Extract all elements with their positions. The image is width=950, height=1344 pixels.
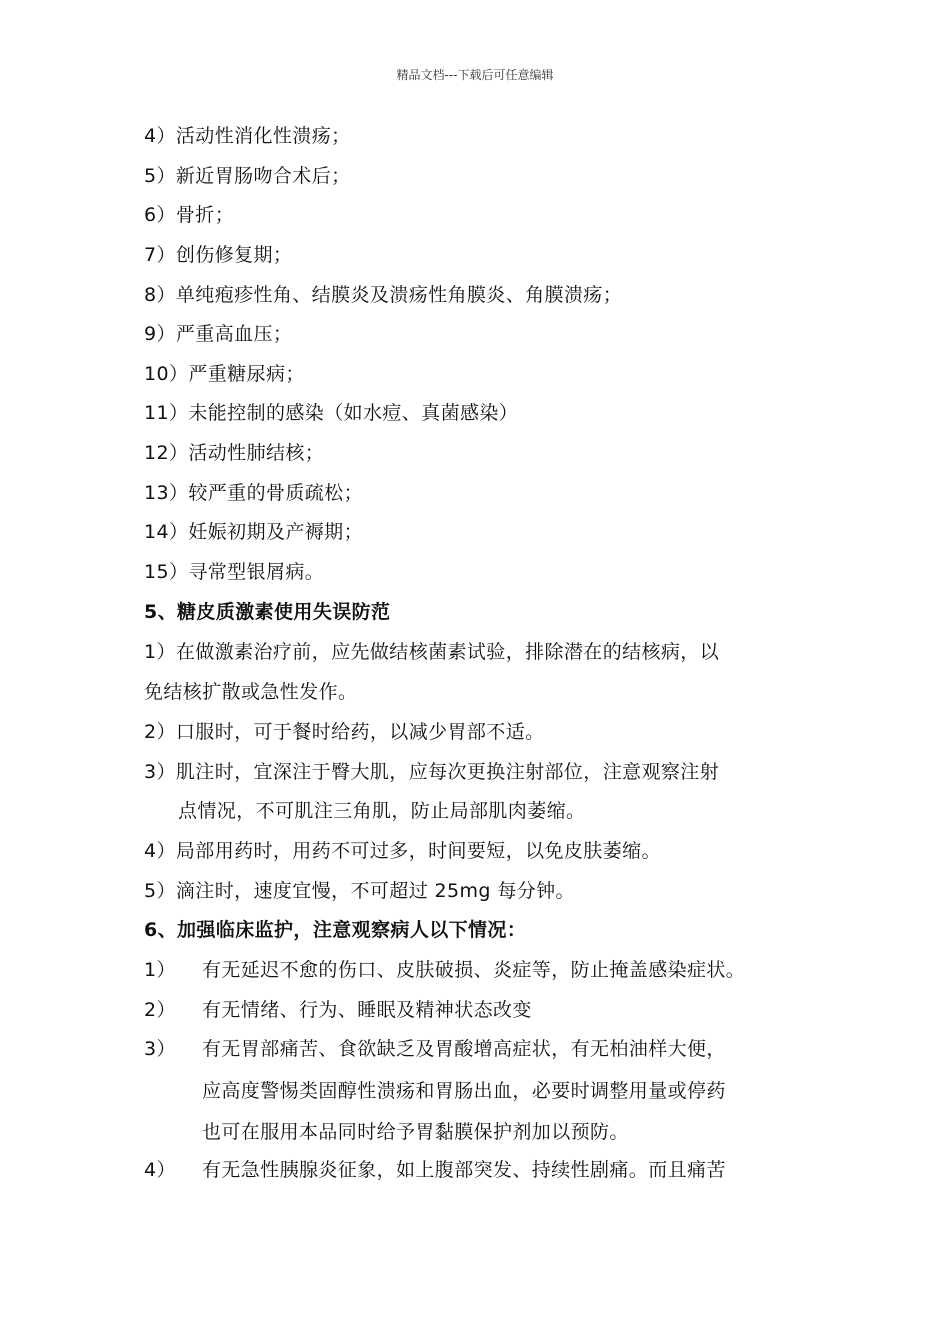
item-number: 3） [144,1038,176,1060]
item-text: 有无急性胰腺炎征象，如上腹部突发、持续性剧痛。而且痛苦 [202,1159,726,1181]
list-item [144,1120,629,1144]
page-header: 精品文档---下载后可任意编辑 [396,68,554,82]
section-heading: 5、糖皮质激素使用失误防范 [144,601,391,623]
item-number: 4） [144,1159,176,1181]
paragraph-line: 4）局部用药时，用药不可过多，时间要短，以免皮肤萎缩。 [144,840,661,862]
paragraph-line: 免结核扩散或急性发作。 [144,681,358,703]
paragraph-line: 点情况，不可肌注三角肌，防止局部肌肉萎缩。 [178,800,586,822]
section-heading: 6、加强临床监护，注意观察病人以下情况： [144,919,527,941]
paragraph-line: 1）在做激素治疗前，应先做结核菌素试验，排除潜在的结核病，以 [144,641,720,663]
paragraph-line: 5）滴注时，速度宜慢，不可超过 25mg 每分钟。 [144,880,575,902]
item-text: 有无胃部痛苦、食欲缺乏及胃酸增高症状，有无柏油样大便， [202,1038,726,1060]
list-item: 15）寻常型银屑病。 [144,561,325,583]
list-item: 11）未能控制的感染（如水痘、真菌感染） [144,402,519,424]
item-text: 有无情绪、行为、睡眠及精神状态改变 [202,999,532,1021]
list-item: 6）骨折； [144,204,235,226]
item-text: 也可在服用本品同时给予胃黏膜保护剂加以预防。 [202,1121,629,1143]
list-item: 12）活动性肺结核； [144,442,325,464]
item-text: 有无延迟不愈的伤口、皮肤破损、炎症等，防止掩盖感染症状。 [202,959,746,981]
item-text: 应高度警惕类固醇性溃疡和胃肠出血，必要时调整用量或停药 [202,1080,726,1102]
list-item: 8）单纯疱疹性角、结膜炎及溃疡性角膜炎、角膜溃疡； [144,284,623,306]
item-number: 2） [144,999,176,1021]
list-item [144,1158,726,1182]
list-item: 14）妊娠初期及产褥期； [144,521,363,543]
item-number: 1） [144,959,176,981]
paragraph-line: 3）肌注时，宜深注于臀大肌，应每次更换注射部位，注意观察注射 [144,761,720,783]
list-item [144,1079,726,1103]
list-item [144,998,532,1022]
list-item: 4）活动性消化性溃疡； [144,125,351,147]
list-item: 7）创伤修复期； [144,244,293,266]
list-item [144,958,745,982]
paragraph-line: 2）口服时，可于餐时给药，以减少胃部不适。 [144,721,545,743]
list-item [144,1037,726,1061]
list-item: 10）严重糖尿病； [144,363,305,385]
list-item: 9）严重高血压； [144,323,293,345]
list-item: 5）新近胃肠吻合术后； [144,165,351,187]
list-item: 13）较严重的骨质疏松； [144,482,363,504]
